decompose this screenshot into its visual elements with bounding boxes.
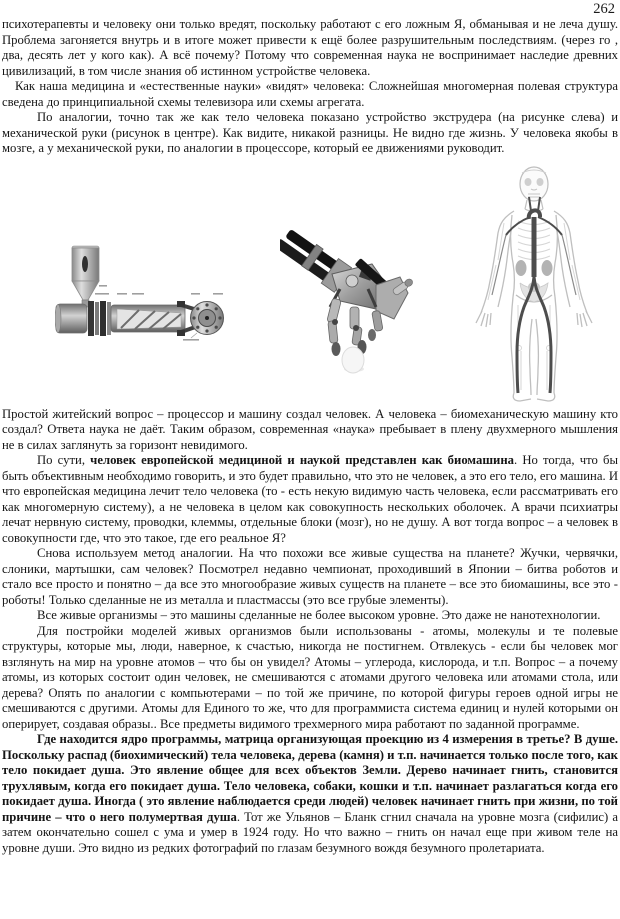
text-run: психотерапевты и человеку они только вредят, поскольку работают с его ложным Я, обманывая и не леча душу. Проблема загоняется внутрь и в итоге может привести к ещё более разрушительным последствиям. (через го , два, десять лет у кого как). А всё почему? Потому что современная наука не воспринимает наследие древних цивилизаций, в том числе знания об истинном устройстве человека.	[2, 17, 618, 78]
text-run: Как наша медицина и «естественные науки» «видят» человека: Сложнейшая многомерная полевая структура сведена до принципиальной схемы телевизора или схемы агрегата.	[2, 79, 618, 109]
extruder-figure	[55, 245, 230, 345]
bold-text-run: человек европейской медициной и наукой представлен как биомашина	[90, 453, 514, 467]
paragraph	[2, 407, 618, 454]
paragraph	[2, 110, 618, 157]
figure-row	[0, 157, 620, 407]
paragraph	[2, 624, 618, 733]
text-run: . Но тогда, что бы быть объективным необходимо говорить, и это будет правильно, что это не человек, а это его тело, его машина. И что европейская медицина лечит тело человека (то - есть некую видимую часть человека, если рассматривать его как многомерную систему), а не человека в целом как совокупность нескольких оболочек. А врачи психиатры лечат нервную систему, проводки, клеммы, отдельные блоки (мозг), но не душу. А вот тогда вопрос – а человек в совокупности где, что это такое, где его реальное Я?	[2, 453, 618, 545]
text-run: Простой житейский вопрос – процессор и машину создал человек. А человека – биомеханическую машину кто создал? Ответа наука не даёт. Таким образом, современная «наука» пребывает в плену двухмерного мышления не в силах заглянуть за горизонт невидимого.	[2, 406, 618, 452]
robotic-hand-figure	[280, 219, 415, 374]
text-run: . Тот же Ульянов – Бланк сгнил сначала на уровне мозга (сифилис) а затем окончательно сошел с ума и умер в 1924 году. Но что важно – гнить он начал еще при живом теле на уровне души. Это видно из редких фотографий по глазам безумного вождя безумного пролетариата.	[2, 809, 618, 855]
paragraph	[2, 732, 618, 856]
text-run: По сути,	[37, 453, 91, 467]
paragraph	[2, 608, 618, 624]
paragraph	[2, 453, 618, 546]
text-run: По аналогии, точно так же как тело человека показано устройство экструдера (на рисунке слева) и механической руки (рисунок в центре). Как видите, никакой разницы. Не видно где жизнь. У человека якобы в мозге, а у механической руки, по аналогии в процессоре, который ее движениями руководит.	[2, 110, 618, 155]
page-number: 262	[593, 1, 615, 17]
paragraph	[2, 79, 618, 110]
paragraph	[2, 17, 618, 79]
text-run: Для постройки моделей живых организмов были использованы - атомы, молекулы и те полевые структуры, которые мы, люди, наверное, к счастью, никогда не постигнем. Отвлекусь - если бы человек мог взглянуть на мир на уровне атомов – что бы он увидел? Атомы – углерода, кислорода, и т.п. Вопрос – а почему атомы, из которых состоит один человек, не смешиваются с атомами другого человека или атомами стола, или дерева? Опять по аналогии с компьютерами – по той же причине, по которой фигуры героев одной игры не смешиваются с другими. Атомы для Единого то же, что для программиста система единиц и нулей которыми он оперирует, создавая образы.. Все предметы видимого трехмерного мира работают по заданной программе.	[2, 623, 618, 731]
bottom-text-block	[0, 407, 620, 857]
text-run: Снова используем метод аналогии. На что похожи все живые существа на планете? Жучки, червячки, слоники, мартышки, сам человек? Посмотрел недавно чемпионат, проходивший в Японии – битва роботов и стало все просто и понятно – да все это многообразие живых существ на планете – все это биомашины, все это - роботы! Только сделанные не из металла и пластмассы (это все грубые элементы).	[2, 546, 618, 607]
bold-text-run: Где находится ядро программы, матрица организующая проекцию из 4 измерения в третье? В душе. Поскольку распад (биохимический) тела человека, дерева (камня) и т.п. начинается только после того, как тело покидает душа. Это явление общее для всех объектов Земли. Дерево начинает гнить, становится трухлявым, когда его покидает душа. Тело человека, собаки, кошки и т.п. начинает разлагаться когда его покидает душа. Иногда ( это явление наблюдается среди людей) человек начинает гнить при жизни, по той причине – что о него полумертвая душа	[2, 732, 618, 824]
top-text-block	[0, 0, 620, 157]
human-anatomy-figure	[472, 165, 597, 405]
paragraph	[2, 546, 618, 608]
text-run: Все живые организмы – это машины сделанные не более высоком уровне. Это даже не нанотехнологии.	[37, 608, 601, 622]
